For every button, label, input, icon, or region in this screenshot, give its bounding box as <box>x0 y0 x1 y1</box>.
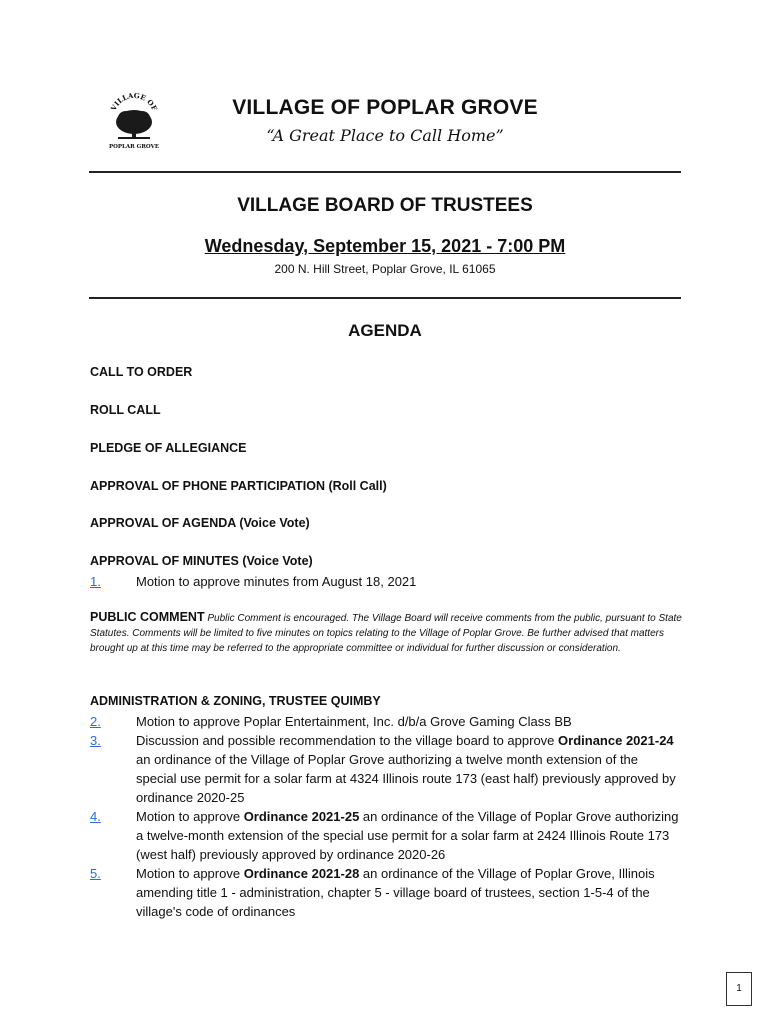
item-4-text-pre: Motion to approve <box>136 809 244 824</box>
item-5-text-pre: Motion to approve <box>136 866 244 881</box>
item-5-ordinance: Ordinance 2021-28 <box>243 866 360 881</box>
section-call-to-order: CALL TO ORDER <box>90 365 193 379</box>
section-admin-zoning: ADMINISTRATION & ZONING, TRUSTEE QUIMBY <box>90 694 381 708</box>
item-5-text-post: an ordinance of the Village of Poplar Grove, Illinois amending title 1 - administration, chapter 5 - village board of trustees, section 1-5-4 of the village's code of ordinances <box>136 866 655 919</box>
agenda-item-4 <box>90 807 680 864</box>
village-title: VILLAGE OF POPLAR GROVE <box>232 96 538 119</box>
divider-bottom <box>89 297 681 299</box>
item-5-link[interactable]: 5. <box>90 866 101 881</box>
agenda-item-3 <box>90 731 680 807</box>
item-2-link[interactable]: 2. <box>90 714 101 729</box>
section-approval-minutes: APPROVAL OF MINUTES (Voice Vote) <box>90 554 313 568</box>
item-3-ordinance: Ordinance 2021-24 <box>558 733 674 748</box>
logo-bottom-text: POPLAR GROVE <box>108 144 160 150</box>
item-4-link[interactable]: 4. <box>90 809 101 824</box>
item-1-text: Motion to approve minutes from August 18, 2021 <box>136 574 417 589</box>
board-title: VILLAGE BOARD OF TRUSTEES <box>237 195 533 216</box>
item-1-link[interactable]: 1. <box>90 574 101 589</box>
item-2-text: Motion to approve Poplar Entertainment, Inc. d/b/a Grove Gaming Class BB <box>136 714 572 729</box>
divider-top <box>89 171 681 173</box>
section-roll-call: ROLL CALL <box>90 403 161 417</box>
item-3-text-post: an ordinance of the Village of Poplar Grove authorizing a twelve month extension of the special use permit for a solar farm at 4324 Illinois route 173 (east half) previously approved by ordinance 2020-25 <box>136 752 676 805</box>
public-comment-heading: PUBLIC COMMENT <box>90 610 205 624</box>
item-4-text-post: an ordinance of the Village of Poplar Grove authorizing a twelve-month extension of the special use permit for a solar farm at 2424 Illinois Route 173 (west half) previously approved by ordinance 2020-26 <box>136 809 679 862</box>
item-3-link[interactable]: 3. <box>90 733 101 748</box>
agenda-item-2 <box>90 712 680 731</box>
item-4-ordinance: Ordinance 2021-25 <box>243 809 360 824</box>
section-approval-agenda: APPROVAL OF AGENDA (Voice Vote) <box>90 516 310 530</box>
meeting-address: 200 N. Hill Street, Poplar Grove, IL 61065 <box>274 262 496 276</box>
agenda-item-5 <box>90 864 680 921</box>
public-comment-text: Public Comment is encouraged. The Village Board will receive comments from the public, pursuant to State Statutes. Comments will be limited to five minutes on topics relating to the Village of Poplar Grove. Be further advised that matters brought up at this time may be referred to the appropriate committee or individual for further discussion or consideration. <box>90 613 682 654</box>
section-phone-participation: APPROVAL OF PHONE PARTICIPATION (Roll Call) <box>90 479 387 493</box>
section-pledge: PLEDGE OF ALLEGIANCE <box>90 441 247 455</box>
public-comment <box>90 610 682 656</box>
agenda-title: AGENDA <box>348 321 422 340</box>
item-3-text-pre: Discussion and possible recommendation to the village board to approve <box>136 733 559 748</box>
agenda-item-1 <box>90 572 680 591</box>
meeting-date: Wednesday, September 15, 2021 - 7:00 PM <box>204 236 566 256</box>
logo-top-text: VILLAGE OF <box>108 92 160 113</box>
page-number: 1 <box>726 972 752 1006</box>
tagline: “A Great Place to Call Home” <box>266 126 504 145</box>
